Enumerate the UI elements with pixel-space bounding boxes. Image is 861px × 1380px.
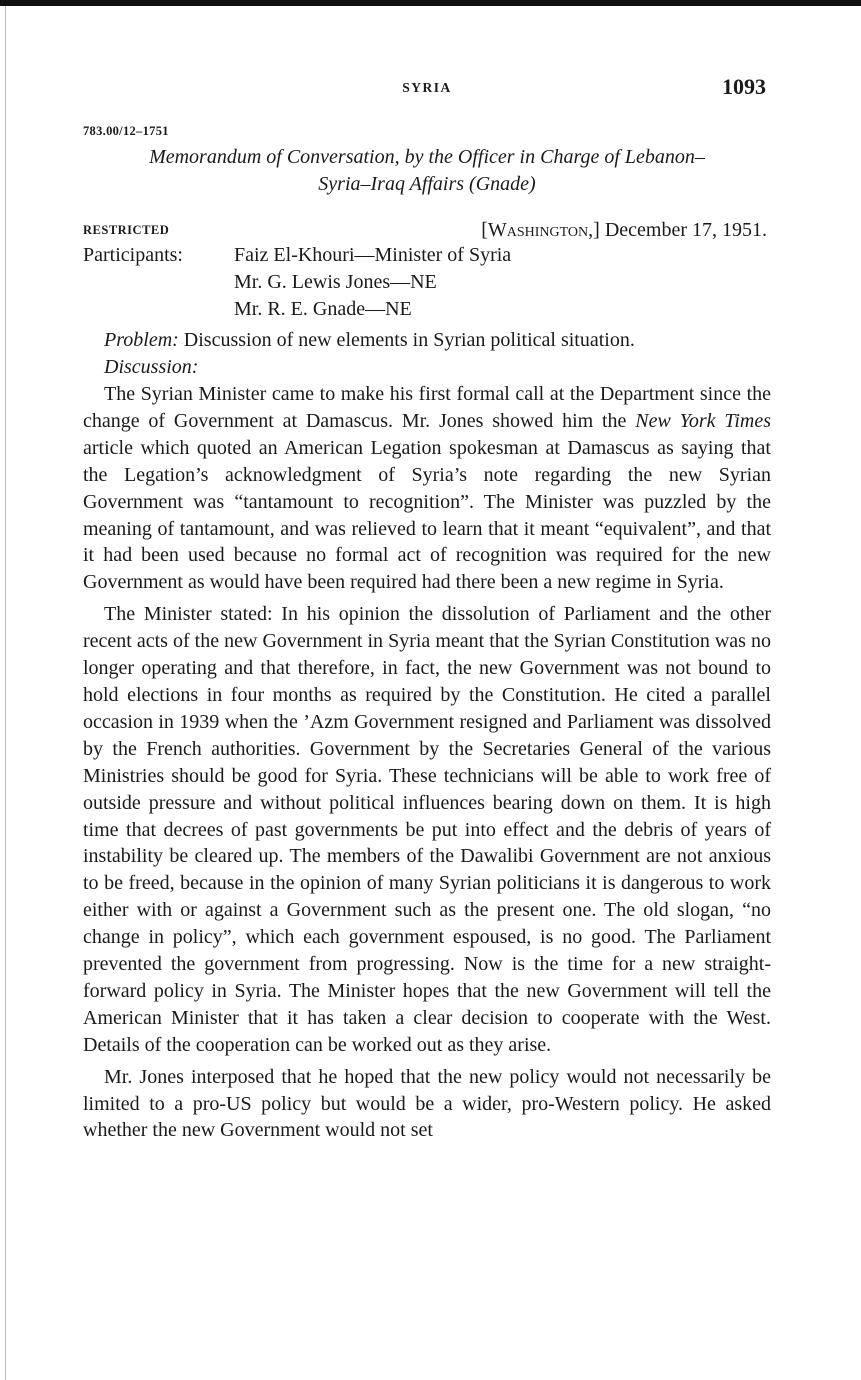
dateline-bracket-open: [	[481, 219, 488, 241]
participants-label: Participants:	[83, 244, 183, 266]
page-number: 1093	[722, 74, 766, 99]
classification-date-line	[83, 212, 771, 242]
document-page	[83, 72, 771, 1144]
participant: Mr. G. Lewis Jones—NE	[234, 271, 437, 293]
participants-block	[83, 242, 771, 323]
discussion-heading	[83, 354, 771, 381]
file-number: 783.00/12–1751	[83, 124, 169, 138]
participant: Faiz El-Khouri—Minister of Syria	[234, 244, 512, 266]
paragraph-text: The Syrian Minister came to make his first formal call at the Department since the change of Government at Damascus. Mr. Jones showed him the	[83, 383, 771, 432]
running-head	[83, 72, 771, 106]
participants-list	[234, 242, 511, 323]
problem-label: Problem:	[104, 329, 179, 351]
running-title: SYRIA	[402, 80, 452, 95]
participant: Mr. R. E. Gnade—NE	[234, 298, 412, 320]
classification-label: RESTRICTED	[83, 223, 170, 237]
newspaper-title: New York Times	[635, 409, 771, 432]
page-edge	[5, 6, 6, 1380]
dateline	[481, 219, 767, 242]
problem-line	[83, 327, 771, 354]
body-paragraph-1	[83, 381, 771, 596]
title-line: Syria–Iraq Affairs (Gnade)	[318, 173, 536, 195]
body-paragraph-2: The Minister stated: In his opinion the dissolution of Parliament and the other recent acts of the new Government in Syria meant that the Syrian Constitution was no longer operating and that therefore, in fact, the new Government was not bound to hold elections in four months as required by the Constitution. He cited a parallel occasion in 1939 when the ’Azm Government resigned and Parliament was dissolved by the French authorities. Government by the Secretaries General of the various Ministries should be good for Syria. These technicians will be able to work free of outside pressure and without political influences bearing down on them. It is high time that decrees of past governments be put into effect and the debris of years of instability be cleared up. The members of the Dawalibi Government are not anxious to be freed, because in the opinion of many Syrian politicians it is dangerous to work either with or against a Government such as the present one. The old slogan, “no change in policy”, which each government espoused, is no good. The Parliament prevented the government from progressing. Now is the time for a new straight-forward policy in Syria. The Minister hopes that the new Government will tell the American Minister that it has taken a clear decision to cooperate with the West. Details of the cooperation can be worked out as they arise.	[83, 603, 771, 1056]
document-title	[83, 144, 771, 198]
dateline-date: December 17, 1951.	[599, 219, 767, 241]
problem-text: Discussion of new elements in Syrian political situation.	[178, 329, 635, 351]
title-line: Memorandum of Conversation, by the Officer in Charge of Lebanon–	[149, 146, 705, 168]
dateline-place: Washington	[487, 219, 589, 241]
dateline-bracket-close: ,]	[588, 219, 600, 241]
discussion-label: Discussion:	[104, 356, 199, 378]
top-border	[0, 0, 861, 6]
paragraph-text: article which quoted an American Legation spokesman at Damascus as saying that the Legation’s acknowledgment of Syria’s note regarding the new Syrian Government was “tantamount to recognition”. The Minister was puzzled by the meaning of tantamount, and was relieved to learn that it meant “equivalent”, and that it had been used because no formal act of recognition was required for the new Government as would have been required had there been a new regime in Syria.	[83, 436, 771, 594]
body-paragraph-3: Mr. Jones interposed that he hoped that the new policy would not necessarily be limited to a pro-US policy but would be a wider, pro-Western policy. He asked whether the new Government would not set	[83, 1065, 771, 1142]
